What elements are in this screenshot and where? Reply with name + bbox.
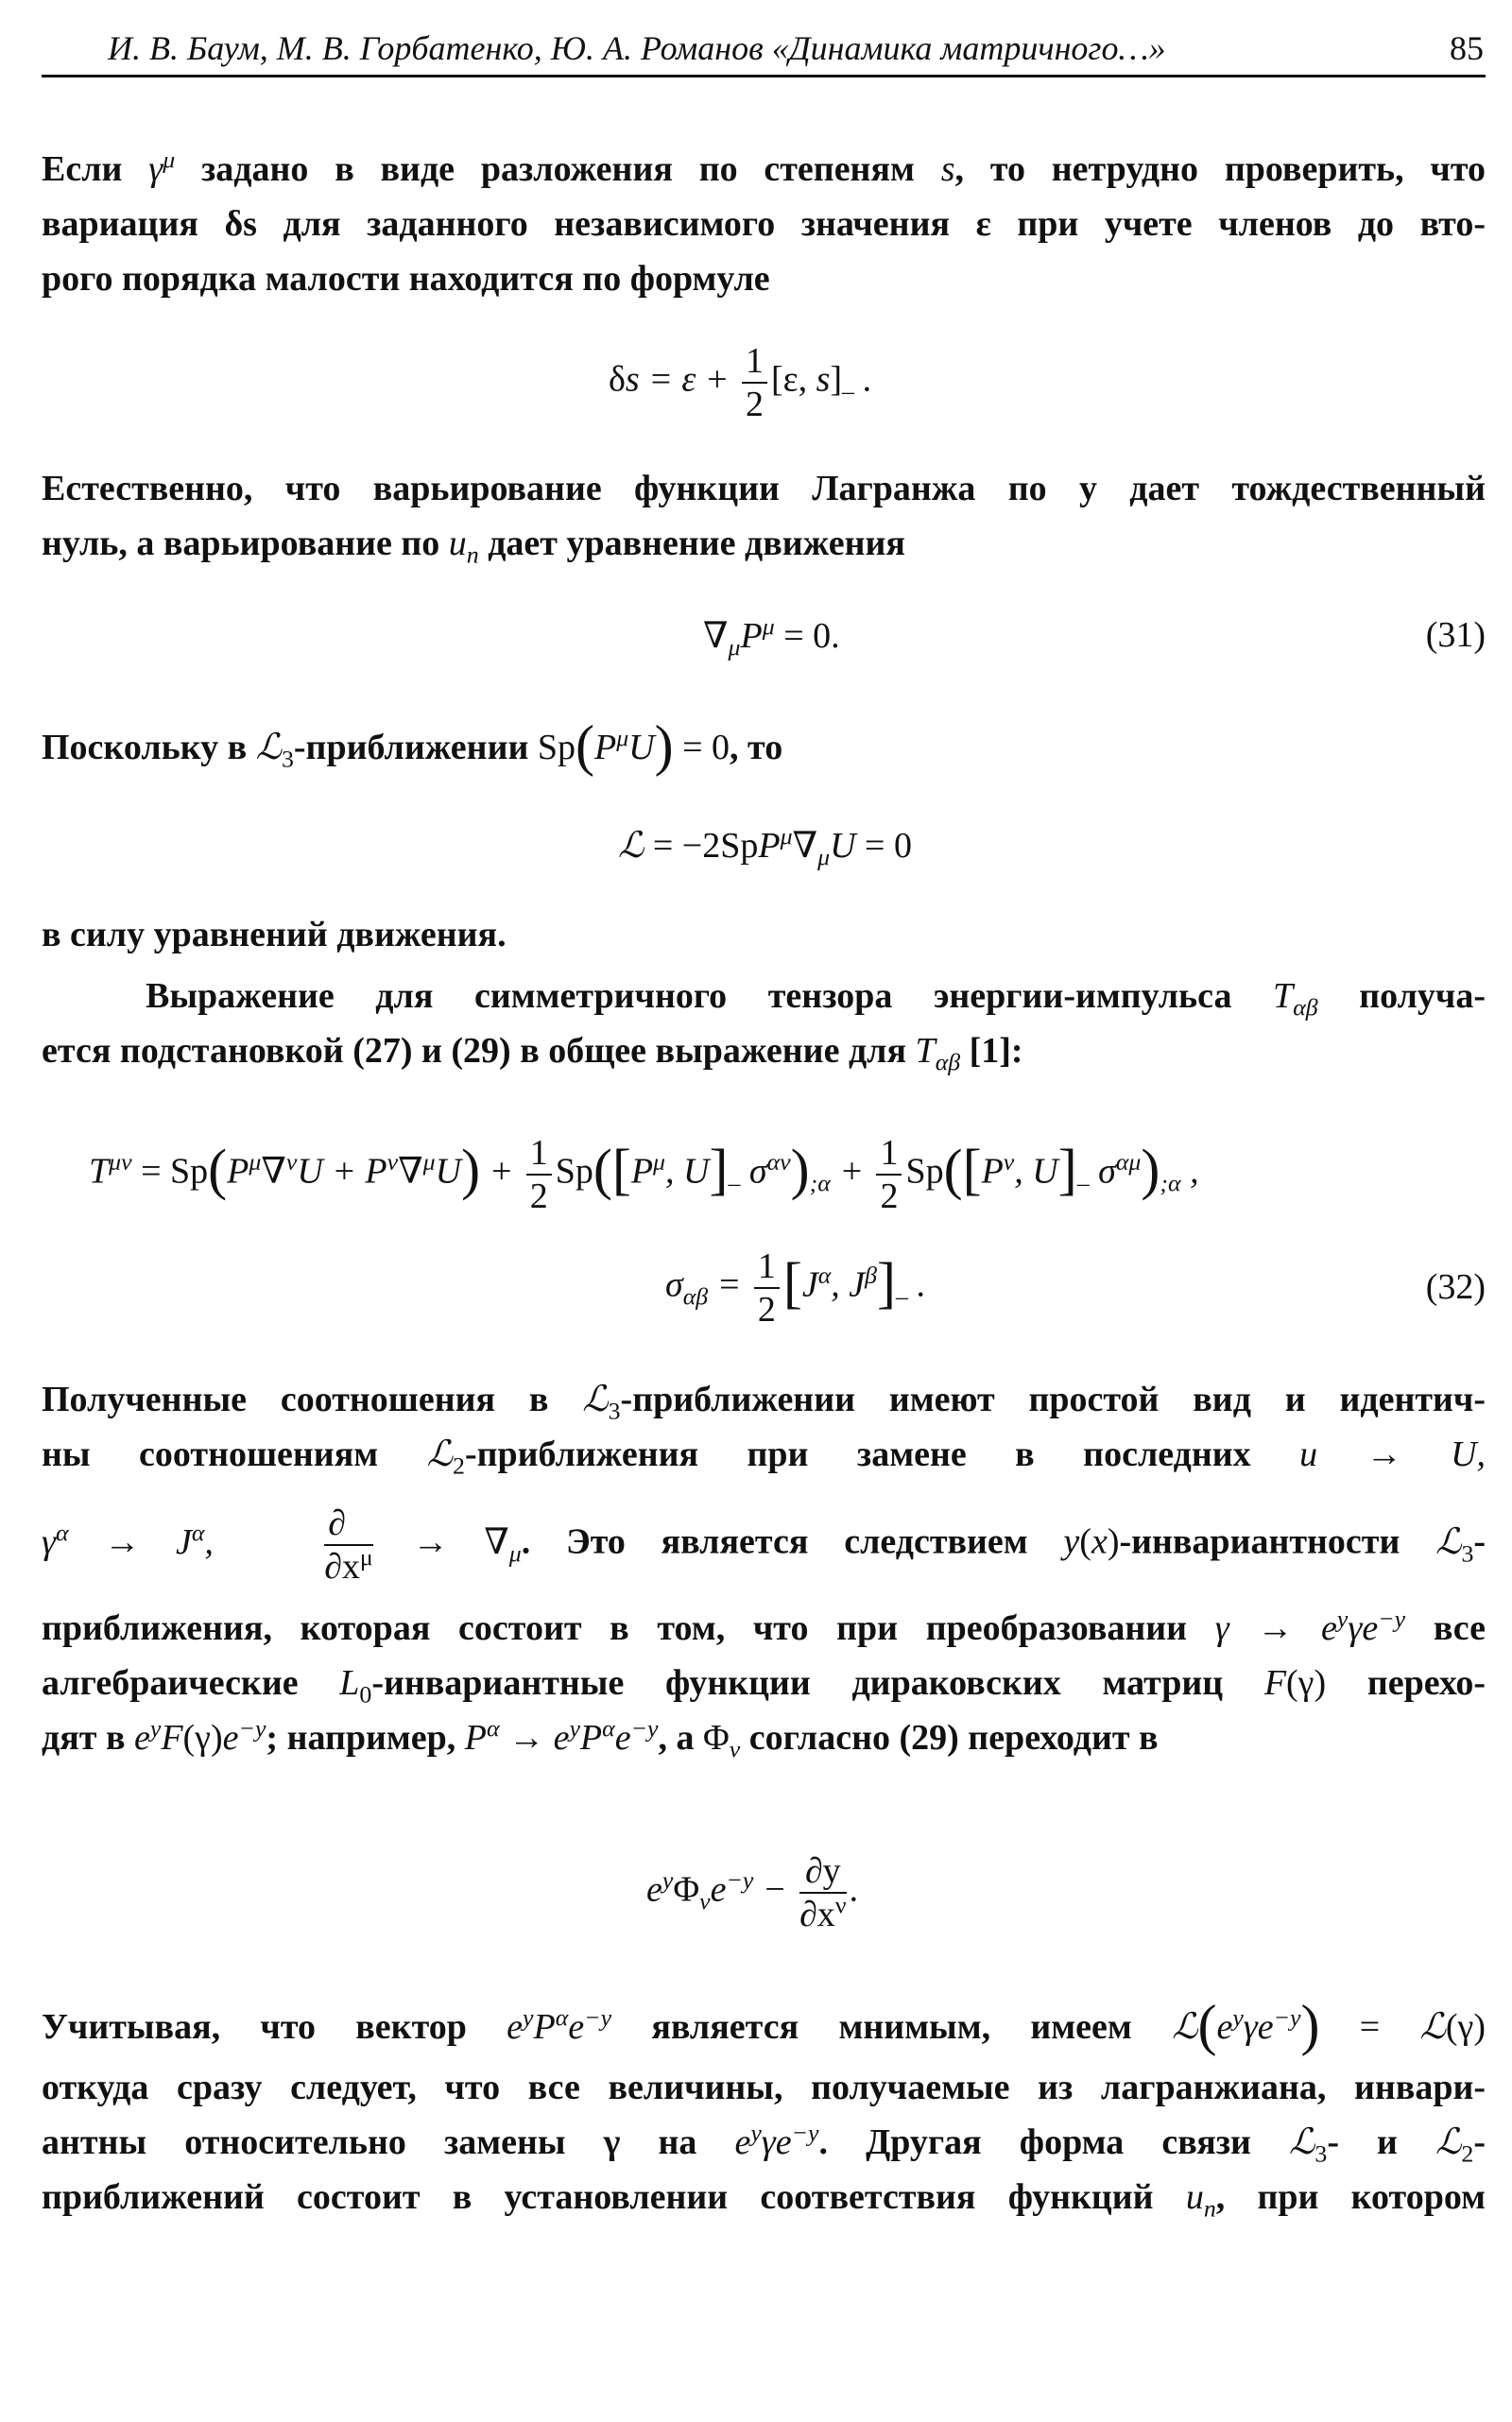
- paragraph-6-line3: $\gamma^\alpha \to J^\alpha$, $\frac{\partial}{\partial x^\mu}$ → $\nabla_\mu$. Это является следствием y(x)-инвариантности ℒ$_3$-: [42, 1503, 1486, 1587]
- equation-phi-transform: $e^y\Phi_\nu e^{-y}$ − $\frac{\partial y}{\partial x^\nu}$ .: [646, 1851, 859, 1934]
- paragraph-7: Учитывая, что вектор $e^yP^\alpha e^{-y}$ является мнимым, имеем $ℒ(e^y\gamma e^{-y})$ = ℒ(γ) откуда сразу следует, что все величины, получаемые из лагранжиана, инвари- антны относительно замены γ на $e^y\gamma e^{-y}$. Другая форма связи ℒ$_3$- и ℒ$_2$- приближений состоит в установлении соответствия функций $u_n$, при котором: [42, 1994, 1486, 2223]
- paragraph-4: в силу уравнений движения.: [42, 915, 507, 954]
- para1-line2: вариация δs для заданного независимого значения ε при учете членов до вто-: [42, 204, 1486, 244]
- equation-lagrangian: ℒ = $-2SpP^\mu\nabla_\mu U = 0$: [618, 822, 912, 871]
- running-title: И. В. Баум, М. В. Горбатенко, Ю. А. Романов «Динамика матричного…»: [108, 29, 1166, 67]
- paragraph-6: Полученные соотношения в ℒ$_3$-приближении имеют простой вид и идентич- ны соотношениям ℒ$_2$-приближения при замене в последних u → U,: [42, 1380, 1486, 1480]
- page: [42, 0, 1486, 2422]
- paragraph-2: Естественно, что варьирование функции Лагранжа по y дает тождественный нуль, а варьирование по $u_n$ дает уравнение движения: [42, 469, 1486, 569]
- page-number: 85: [1450, 29, 1484, 67]
- paragraph-6-rest: приближения, которая состоит в том, что при преобразовании $\gamma \to e^y\gamma e^{-y}$ все алгебраические $L_0$-инвариантные функции дираковских матриц F(γ) перехо- дят в $e^yF(\gamma)e^{-y}$; например, $P^\alpha \to e^yP^\alpha e^{-y}$, а $\Phi_\nu$ согласно (29) переходит в: [42, 1605, 1486, 1763]
- para1-line3: рого порядка малости находится по формуле: [42, 259, 770, 299]
- paragraph-5: Выражение для симметричного тензора энергии-импульса $T_{\alpha\beta}$ получа- ется подстановкой (27) и (29) в общее выражение для $T_{\alpha\beta}$ [1]:: [42, 976, 1486, 1076]
- equation-32-label: (32): [1425, 1267, 1486, 1307]
- paragraph-3: Поскольку в ℒ$_3$-приближении $Sp(P^\mu U) = 0$, то: [42, 714, 783, 777]
- equation-32-sigma: $\sigma_{\alpha\beta}$ = $\frac{1}{2}$ [$J^\alpha$, $J^\beta]_-$ .: [665, 1246, 926, 1330]
- equation-31-label: (31): [1425, 615, 1486, 655]
- paragraph-1: Если $\gamma^\mu$ задано в виде разложения по степеням s, то нетрудно проверить, что вариация δs для заданного независимого значения ε при учете членов до вто- рого порядка малости находится по формуле: [42, 142, 1486, 306]
- equation-32-tensor: $T^{\mu\nu} = Sp(P^\mu\nabla^\nu U + P^\nu\nabla^\mu U)$ + $\frac{1}{2}$ $Sp([P^\mu$, $U]_-$ $\sigma^{\alpha\nu})_{;\alpha}$ + $\frac{1}{2}$ $Sp([P^\nu$, $U]_-$ $\sigma^{\alpha\mu})_{;\alpha}$ ,: [89, 1133, 1199, 1216]
- equation-31: $\nabla_\mu P^\mu = 0$.: [703, 612, 840, 661]
- running-header: [42, 19, 1486, 77]
- equation-delta-s: δs = ε + $\frac{1}{2}$ [ε, $s]_-$ .: [609, 341, 872, 424]
